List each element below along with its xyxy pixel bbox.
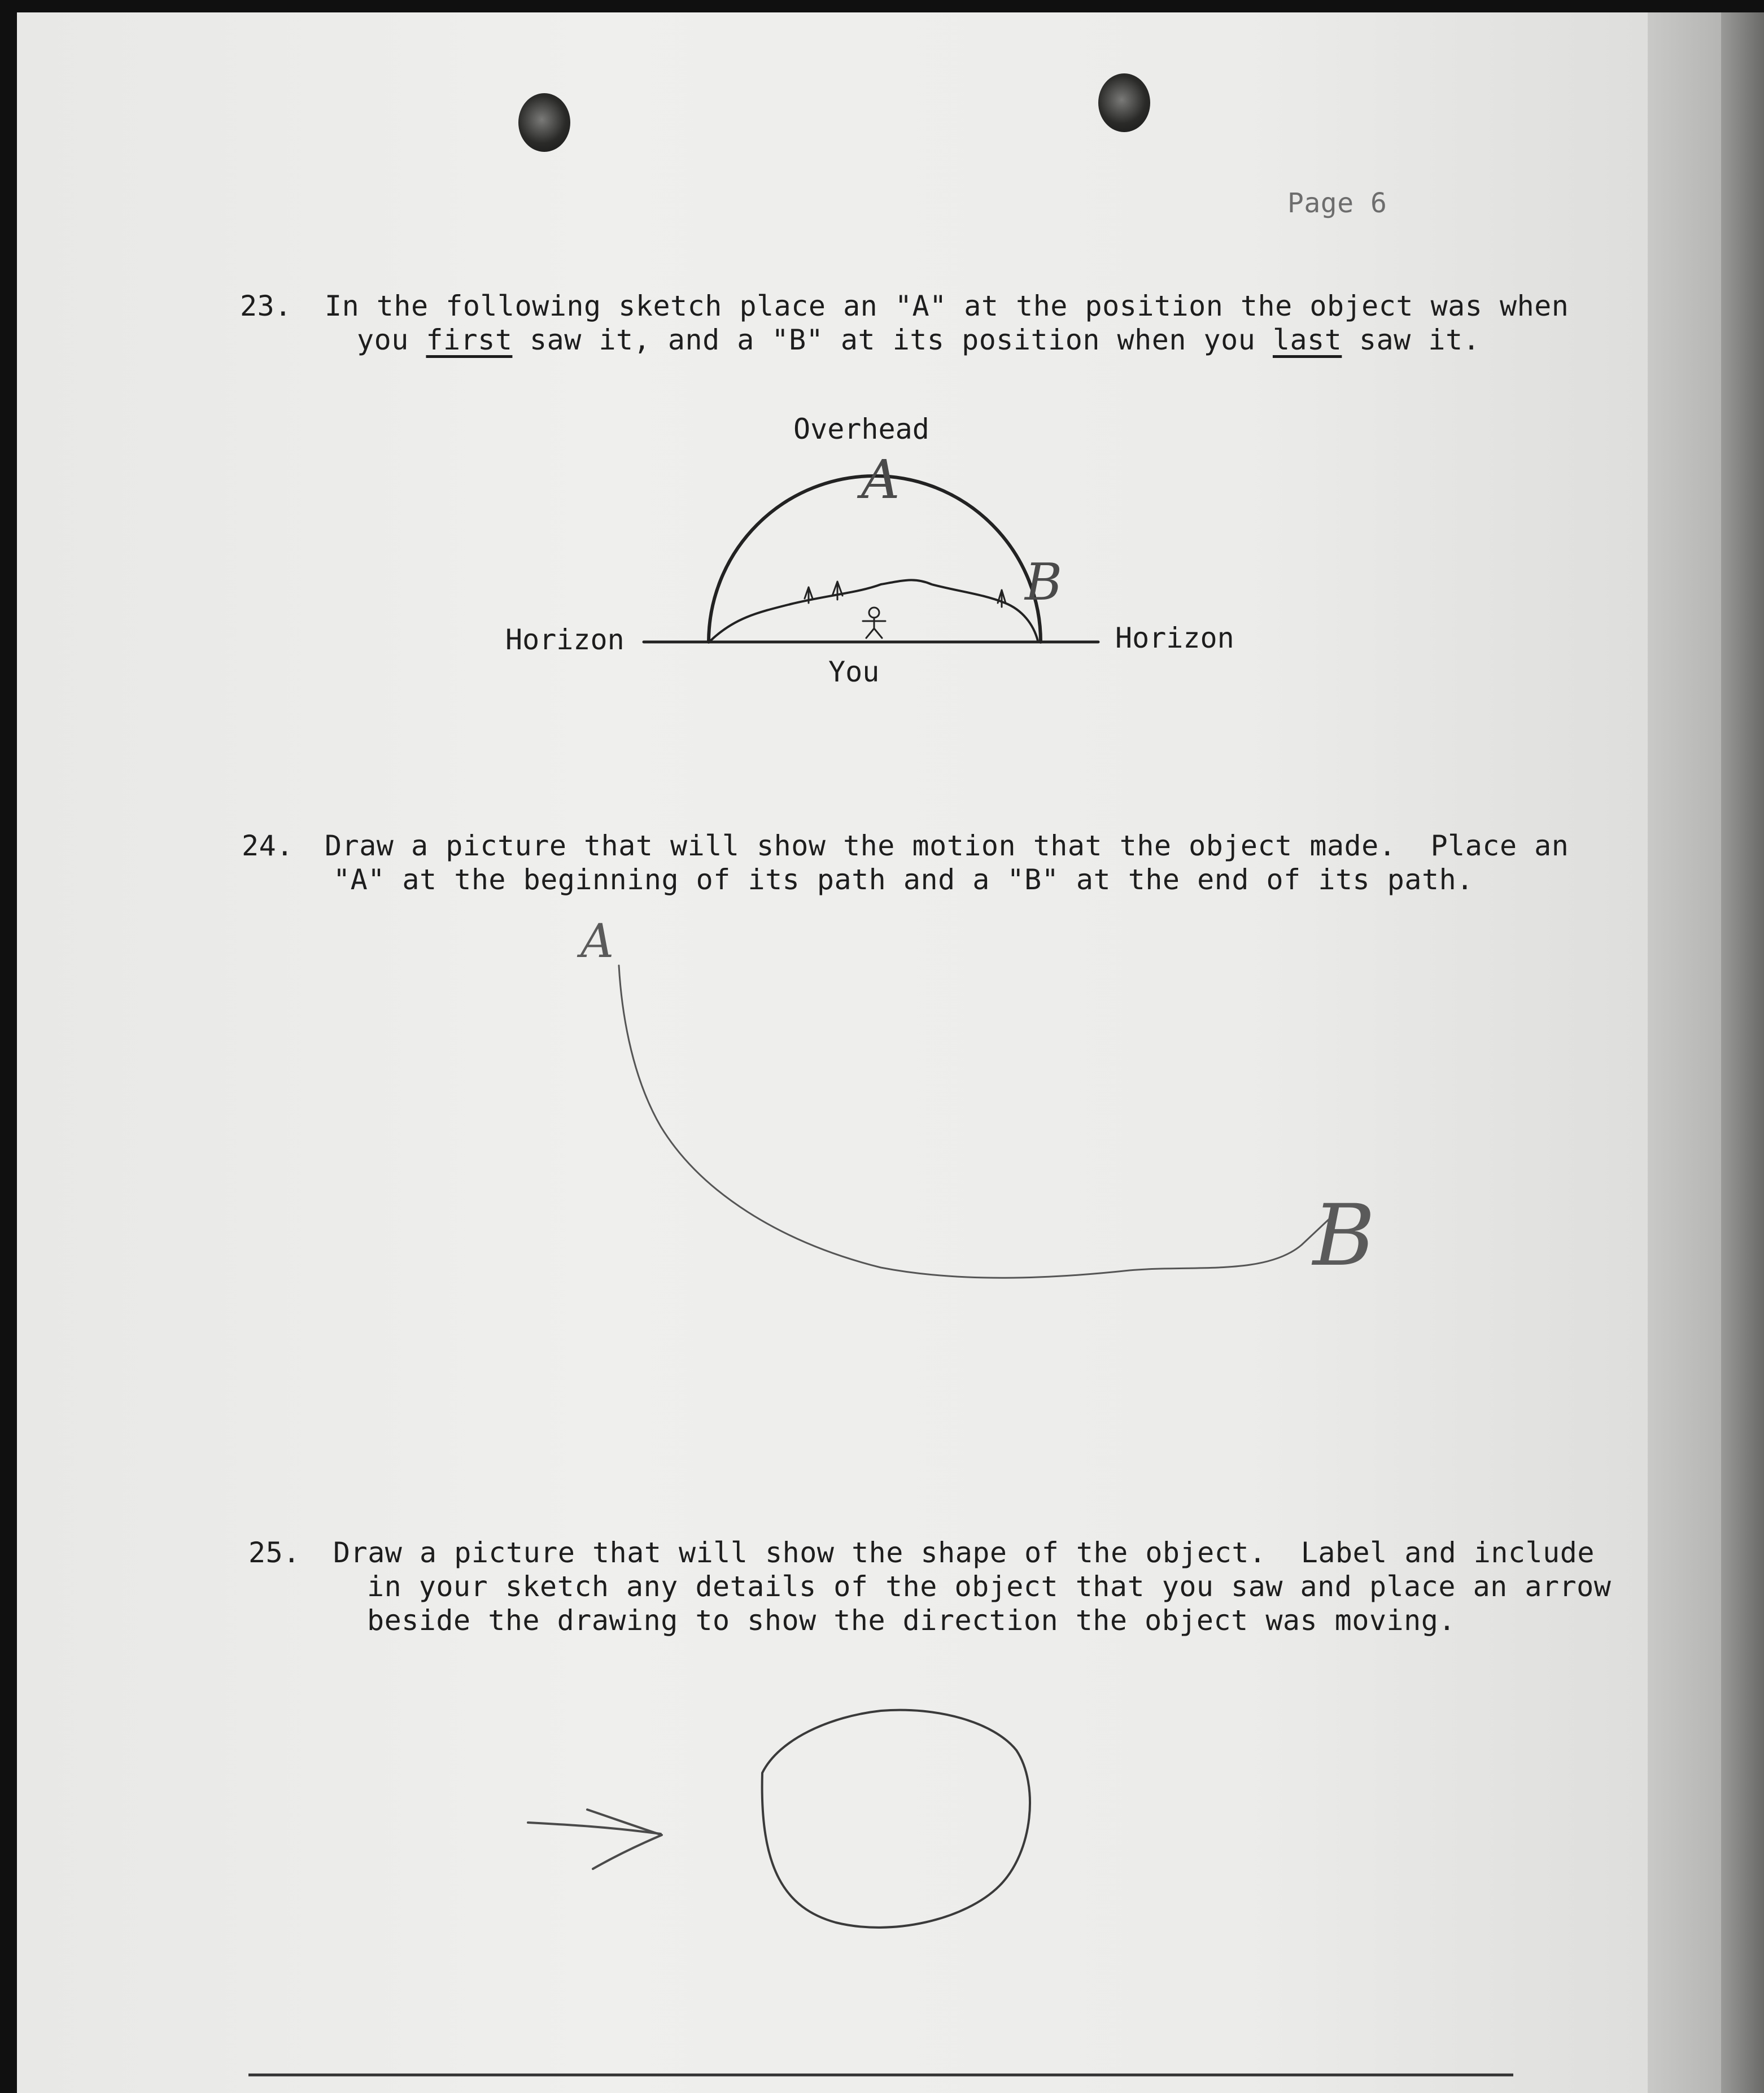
question-24-line-1: Draw a picture that will show the motion that the object made. Place an xyxy=(325,829,1569,862)
handwritten-a-first-seen: A xyxy=(861,449,900,511)
motion-path xyxy=(619,965,1330,1278)
stick-figure-icon xyxy=(863,608,885,638)
q23-text-b: saw it, and a "B" at its position when you xyxy=(512,324,1273,356)
direction-arrow-icon xyxy=(528,1810,662,1869)
label-horizon-left: Horizon xyxy=(505,623,625,656)
question-25-line-1: Draw a picture that will show the shape of the object. Label and include xyxy=(333,1536,1595,1569)
page-number: Page 6 xyxy=(1287,187,1387,219)
question-23-line-1: In the following sketch place an "A" at the position the object was when xyxy=(325,290,1569,322)
hill-outline xyxy=(710,580,1038,641)
handwritten-a-path-start: A xyxy=(580,915,614,968)
question-25-line-3: beside the drawing to show the direction the object was moving. xyxy=(367,1604,1456,1637)
tree-icon xyxy=(998,590,1006,607)
question-25-number: 25. xyxy=(248,1536,300,1569)
q23-emphasis-last: last xyxy=(1272,324,1342,356)
q23-text-c: saw it. xyxy=(1342,324,1481,356)
handwritten-b-last-seen: B xyxy=(1025,553,1063,612)
question-24-number: 24. xyxy=(242,829,294,862)
label-horizon-right: Horizon xyxy=(1115,622,1234,654)
question-24-line-2: "A" at the beginning of its path and a "B" at the end of its path. xyxy=(333,863,1474,896)
label-you: You xyxy=(828,656,880,688)
handwritten-b-path-end: B xyxy=(1313,1187,1376,1285)
label-overhead: Overhead xyxy=(793,413,929,445)
q23-emphasis-first: first xyxy=(426,324,513,356)
object-shape-oval xyxy=(762,1710,1030,1928)
q23-text-a: you xyxy=(357,324,426,356)
question-25-line-2: in your sketch any details of the object that you saw and place an arrow xyxy=(367,1570,1612,1603)
question-23-number: 23. xyxy=(240,290,292,322)
tree-icon xyxy=(832,582,842,600)
